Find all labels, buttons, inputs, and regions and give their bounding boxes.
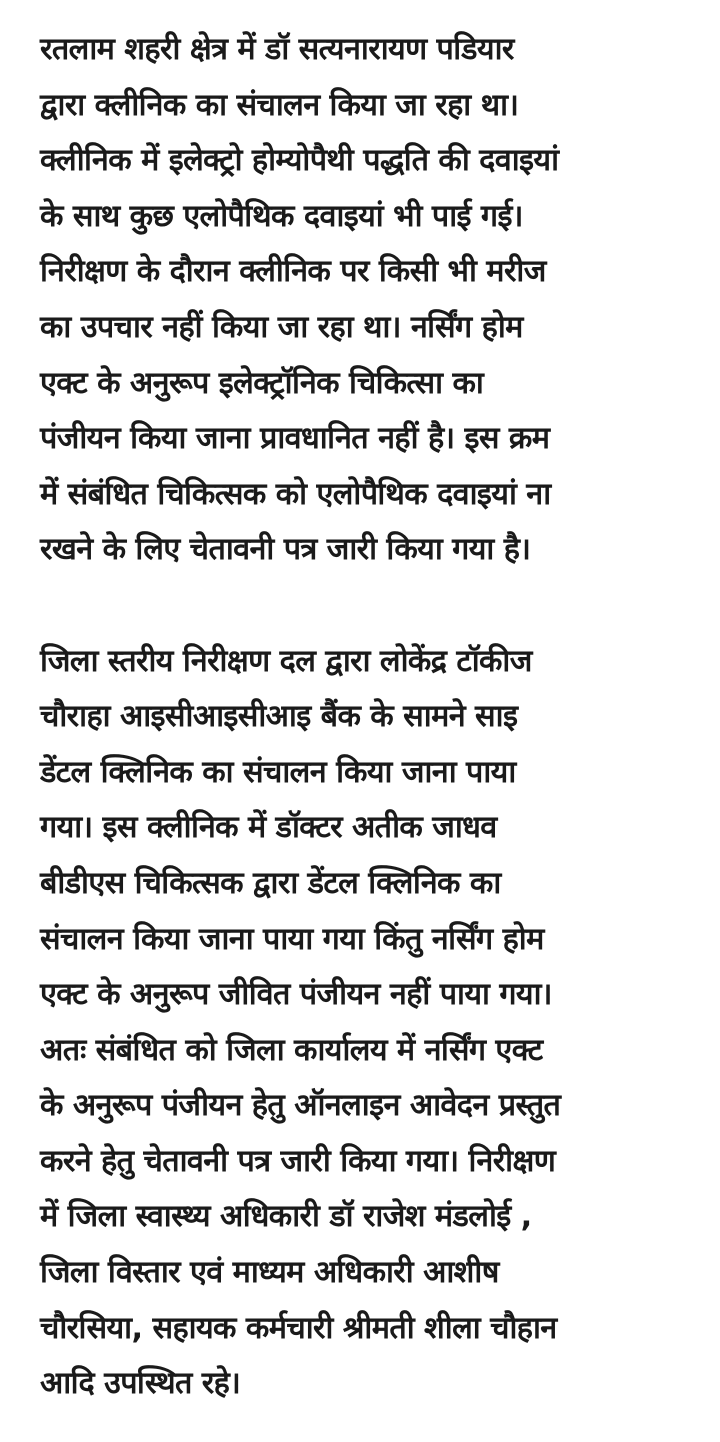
text-line: आदि उपस्थित रहे।: [40, 1366, 241, 1402]
text-line: संचालन किया जाना पाया गया किंतु नर्सिंग होम: [40, 921, 544, 957]
text-line: जिला विस्तार एवं माध्यम अधिकारी आशीष: [40, 1255, 499, 1291]
text-line: पंजीयन किया जाना प्रावधानित नहीं है। इस क्रम: [40, 421, 550, 457]
text-line: रखने के लिए चेतावनी पत्र जारी किया गया है।: [40, 532, 531, 568]
text-line: के साथ कुछ एलोपैथिक दवाइयां भी पाई गई।: [40, 198, 523, 234]
text-line: में जिला स्वास्थ्य अधिकारी डॉ राजेश मंडलोई ,: [40, 1199, 532, 1235]
text-line: का उपचार नहीं किया जा रहा था। नर्सिंग होम: [40, 309, 523, 345]
text-line: में संबंधित चिकित्सक को एलोपैथिक दवाइयां ना: [40, 476, 551, 512]
text-line: गया। इस क्लीनिक में डॉक्टर अतीक जाधव: [40, 810, 497, 846]
text-line: डेंटल क्लिनिक का संचालन किया जाना पाया: [40, 754, 516, 790]
article-body: [40, 22, 712, 1412]
text-line: चौराहा आइसीआइसीआइ बैंक के सामने साइ: [40, 699, 518, 735]
text-line: रतलाम शहरी क्षेत्र में डॉ सत्यनारायण पडियार: [40, 32, 514, 67]
text-line: द्वारा क्लीनिक का संचालन किया जा रहा था।: [40, 87, 519, 123]
text-line: निरीक्षण के दौरान क्लीनिक पर किसी भी मरीज: [40, 254, 546, 290]
paragraph-2: [40, 634, 712, 1412]
text-line: क्लीनिक में इलेक्ट्रो होम्योपैथी पद्धति की दवाइयां: [40, 143, 559, 179]
text-line: एक्ट के अनुरूप इलेक्ट्रॉनिक चिकित्सा का: [40, 365, 484, 401]
text-line: के अनुरूप पंजीयन हेतु ऑनलाइन आवेदन प्रस्तुत: [40, 1088, 561, 1124]
text-line: चौरसिया, सहायक कर्मचारी श्रीमती शीला चौहान: [40, 1310, 557, 1346]
text-line: अतः संबंधित को जिला कार्यालय में नर्सिंग एक्ट: [40, 1032, 543, 1068]
paragraph-1: [40, 22, 712, 578]
text-line: एक्ट के अनुरूप जीवित पंजीयन नहीं पाया गया।: [40, 977, 552, 1013]
text-line: बीडीएस चिकित्सक द्वारा डेंटल क्लिनिक का: [40, 865, 501, 901]
text-line: करने हेतु चेतावनी पत्र जारी किया गया। निरीक्षण: [40, 1143, 556, 1179]
text-line: जिला स्तरीय निरीक्षण दल द्वारा लोकेंद्र टॉकीज: [40, 643, 532, 679]
paragraph-spacer: [40, 578, 712, 634]
